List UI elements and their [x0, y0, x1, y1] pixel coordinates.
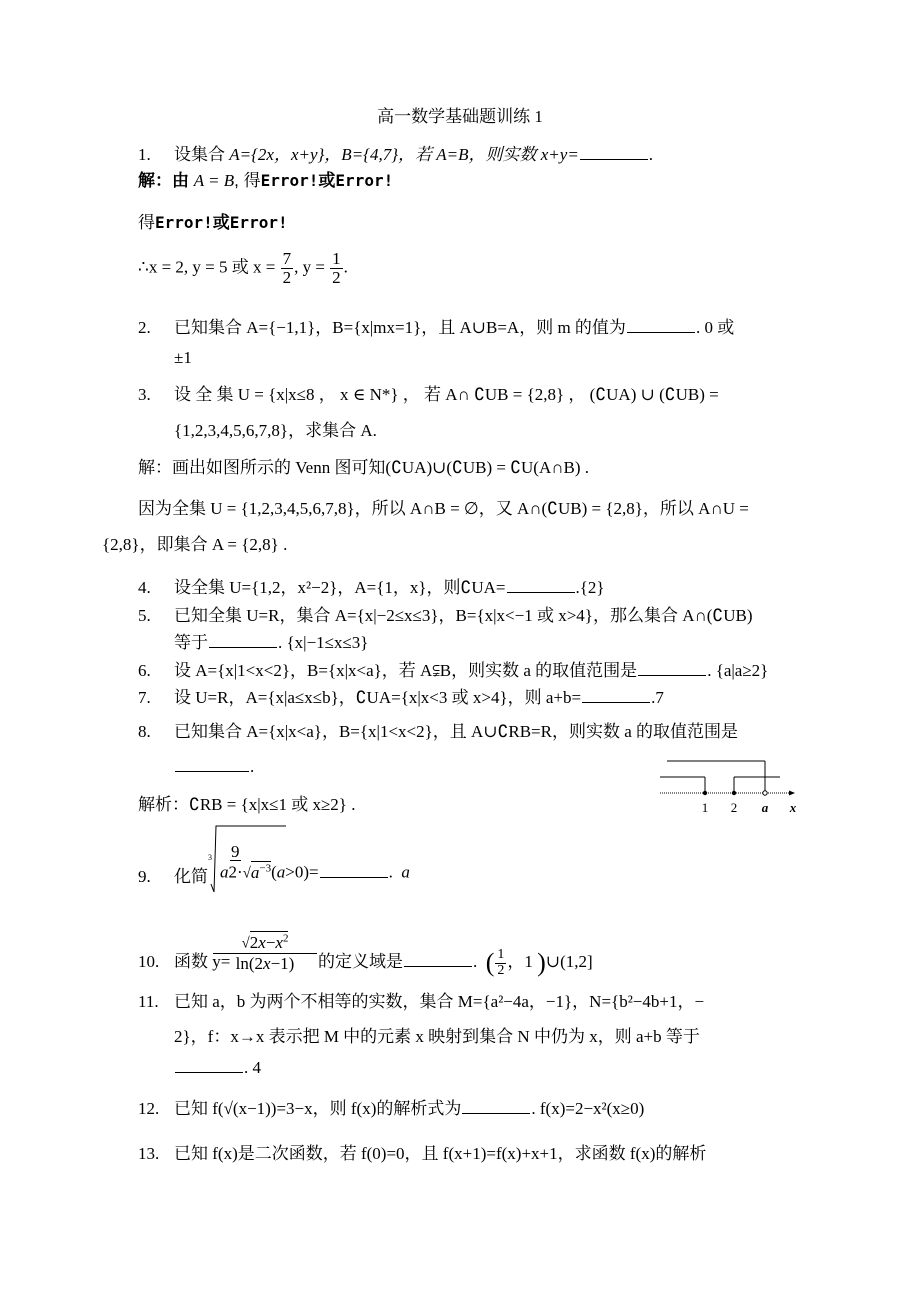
problem-number: 13. [138, 1144, 160, 1163]
exponent-fraction: 9 [231, 842, 240, 861]
solution-3-line-1: 解：画出如图所示的 Venn 图可知(∁UA)∪(∁UB) = ∁U(A∩B) . [138, 458, 590, 477]
error-field: Error! [335, 171, 394, 190]
problem-number: 11. [138, 992, 159, 1011]
answer-blank [582, 688, 650, 703]
number-line-diagram [655, 755, 825, 820]
problem-number: 7. [138, 688, 151, 707]
math: A = B [193, 171, 235, 190]
solution-label: 解：由 [138, 171, 194, 190]
answer-text: . {a|a≥2} [707, 661, 769, 680]
problem-text: 的定义域是 [318, 952, 403, 971]
problem-text: 设 A={x|1<x<2}，B={x|x<a}，若 A⫋B，则实数 a 的取值范围是 [174, 661, 638, 680]
punct: . [648, 145, 654, 164]
tick-2: 2 [730, 800, 738, 815]
problem-text: 2}，f：x→x 表示把 M 中的元素 x 映射到集合 N 中仍为 x，则 a+b 等于 [174, 1027, 700, 1046]
answer-text: . 4 [244, 1058, 261, 1077]
problem-text: 已知集合 A={x|x<a}，B={x|1<x<2}，且 A∪∁RB=R，则实数 a 的取值范围是 [174, 722, 739, 741]
problem-number: 1. [138, 145, 151, 164]
solution-1-line-1 [138, 166, 393, 191]
problem-9-expr: $a2\cdot√a^{-3}(a>0)=$ . a [220, 862, 410, 882]
solution-1-line-3 [138, 250, 348, 287]
solution-1-line-2 [138, 208, 288, 233]
denominator: 2 [332, 267, 341, 287]
fraction-sqrt-over-ln: $√2x-x^2$ ln(2x−1) [213, 932, 317, 974]
tick-a: a [761, 800, 769, 815]
problem-text: 已知集合 A={−1,1}，B={x|mx=1}，且 A∪B=A，则 m 的值为 [174, 318, 626, 337]
answer-text: .{2} [575, 578, 605, 597]
error-field: Error! [155, 213, 213, 232]
problem-number: 8. [138, 722, 151, 741]
problem-9 [138, 862, 208, 887]
problem-text: 等于 [174, 633, 208, 652]
answer-text: . f(x)=2−x²(x≥0) [531, 1099, 645, 1118]
problem-text: 函数 y= [174, 952, 231, 971]
answer-text: . {x|−1≤x≤3} [278, 633, 369, 652]
problem-4 [138, 573, 605, 598]
text: 得 [138, 213, 155, 232]
problem-number: 3. [138, 385, 151, 404]
text: 或 [212, 213, 230, 232]
numerator: 1 [332, 249, 341, 268]
answer-blank [209, 633, 277, 648]
axis-x-label: x [789, 800, 797, 815]
answer-blank [462, 1099, 530, 1114]
math: ∴x = 2, y = 5 或 x = [138, 257, 276, 277]
answer-text: ±1 [174, 348, 192, 367]
problem-text: 已知全集 U=R，集合 A={x|−2≤x≤3}，B={x|x<−1 或 x>4}，那么集合 A∩(∁UB) [174, 606, 753, 625]
problem-number: 6. [138, 661, 151, 680]
problem-text: 已知 f(√(x−1))=3−x，则 f(x)的解析式为 [174, 1099, 462, 1118]
problem-number: 2. [138, 318, 151, 337]
problem-text: A={2x，x+y}，B={4,7}，若 A=B，则实数 x+y= [229, 145, 579, 164]
error-field: Error! [229, 213, 288, 232]
denominator: 2 [282, 267, 292, 287]
problem-3 [138, 380, 719, 405]
tick-1: 1 [701, 800, 709, 815]
problem-number: 12. [138, 1099, 160, 1118]
problem-text: 化简 [174, 867, 208, 886]
fraction [281, 250, 294, 287]
answer-blank [175, 1058, 243, 1073]
problem-text: 设全集 U={1,2，x²−2}，A={1，x}，则∁UA= [174, 578, 506, 597]
numerator: 7 [282, 249, 292, 268]
problem-text: 设 U=R，A={x|a≤x≤b}，∁UA={x|x<3 或 x>4}，则 a+b= [174, 688, 582, 707]
problem-11-answer [174, 1058, 261, 1078]
punct: . [250, 757, 255, 776]
problem-10-tail: 的定义域是 . ( $\frac{1}{2}$ ，1 )∪(1,2] [318, 946, 593, 978]
problem-text: 已知 a，b 为两个不相等的实数，集合 M={a²−4a，−1}，N={b²−4b+1，− [174, 992, 705, 1011]
document-title: 高一数学基础题训练 1 [377, 107, 543, 126]
error-field: Error! [260, 171, 319, 190]
solution-3-line-3: {2,8}，即集合 A = {2,8} . [102, 535, 288, 554]
math: , y = [294, 257, 325, 277]
problem-6 [138, 656, 768, 681]
problem-number: 5. [138, 606, 151, 625]
solution-8: 解析：∁RB = {x|x≤1 或 x≥2} . [138, 795, 356, 814]
problem-11 [138, 987, 704, 1012]
svg-text:3: 3 [208, 853, 212, 862]
answer-text: . 0 或 [695, 318, 735, 337]
problem-number: 4. [138, 578, 151, 597]
problem-8 [138, 717, 738, 742]
answer-blank [404, 952, 472, 967]
problem-5-cont [174, 628, 368, 653]
answer-blank [507, 578, 575, 593]
fraction [330, 250, 343, 287]
solution-3-line-2: 因为全集 U = {1,2,3,4,5,6,7,8}，所以 A∩B = ∅，又 A∩(∁UB) = {2,8}，所以 A∩U = [138, 499, 749, 518]
problem-1 [138, 140, 653, 165]
problem-text: {1,2,3,4,5,6,7,8}，求集合 A. [174, 421, 377, 440]
answer-text: .7 [651, 688, 664, 707]
problem-2 [138, 313, 734, 338]
problem-number: 9. [138, 867, 151, 886]
punct: . [343, 257, 348, 277]
text: , 得 [234, 171, 261, 190]
problem-5 [138, 601, 753, 626]
problem-number: 10. [138, 952, 160, 971]
answer-blank [580, 145, 648, 160]
problem-text: 设 全 集 U = {x|x≤8 ， x ∈ N*} ， 若 A∩ ∁UB = {2,8} ， (∁UA) ∪ (∁UB) = [174, 385, 719, 404]
answer-blank [320, 863, 388, 878]
problem-8-cont [174, 757, 254, 777]
problem-text-lead: 设集合 [174, 145, 230, 164]
text: 或 [318, 171, 336, 190]
problem-text: 已知 f(x)是二次函数，若 f(0)=0，且 f(x+1)=f(x)+x+1，求函数 f(x)的解析 [174, 1144, 707, 1163]
answer-blank [627, 318, 695, 333]
problem-13 [138, 1139, 706, 1164]
problem-12 [138, 1094, 644, 1119]
answer-blank [638, 661, 706, 676]
answer-blank [175, 757, 249, 772]
problem-7 [138, 683, 664, 708]
